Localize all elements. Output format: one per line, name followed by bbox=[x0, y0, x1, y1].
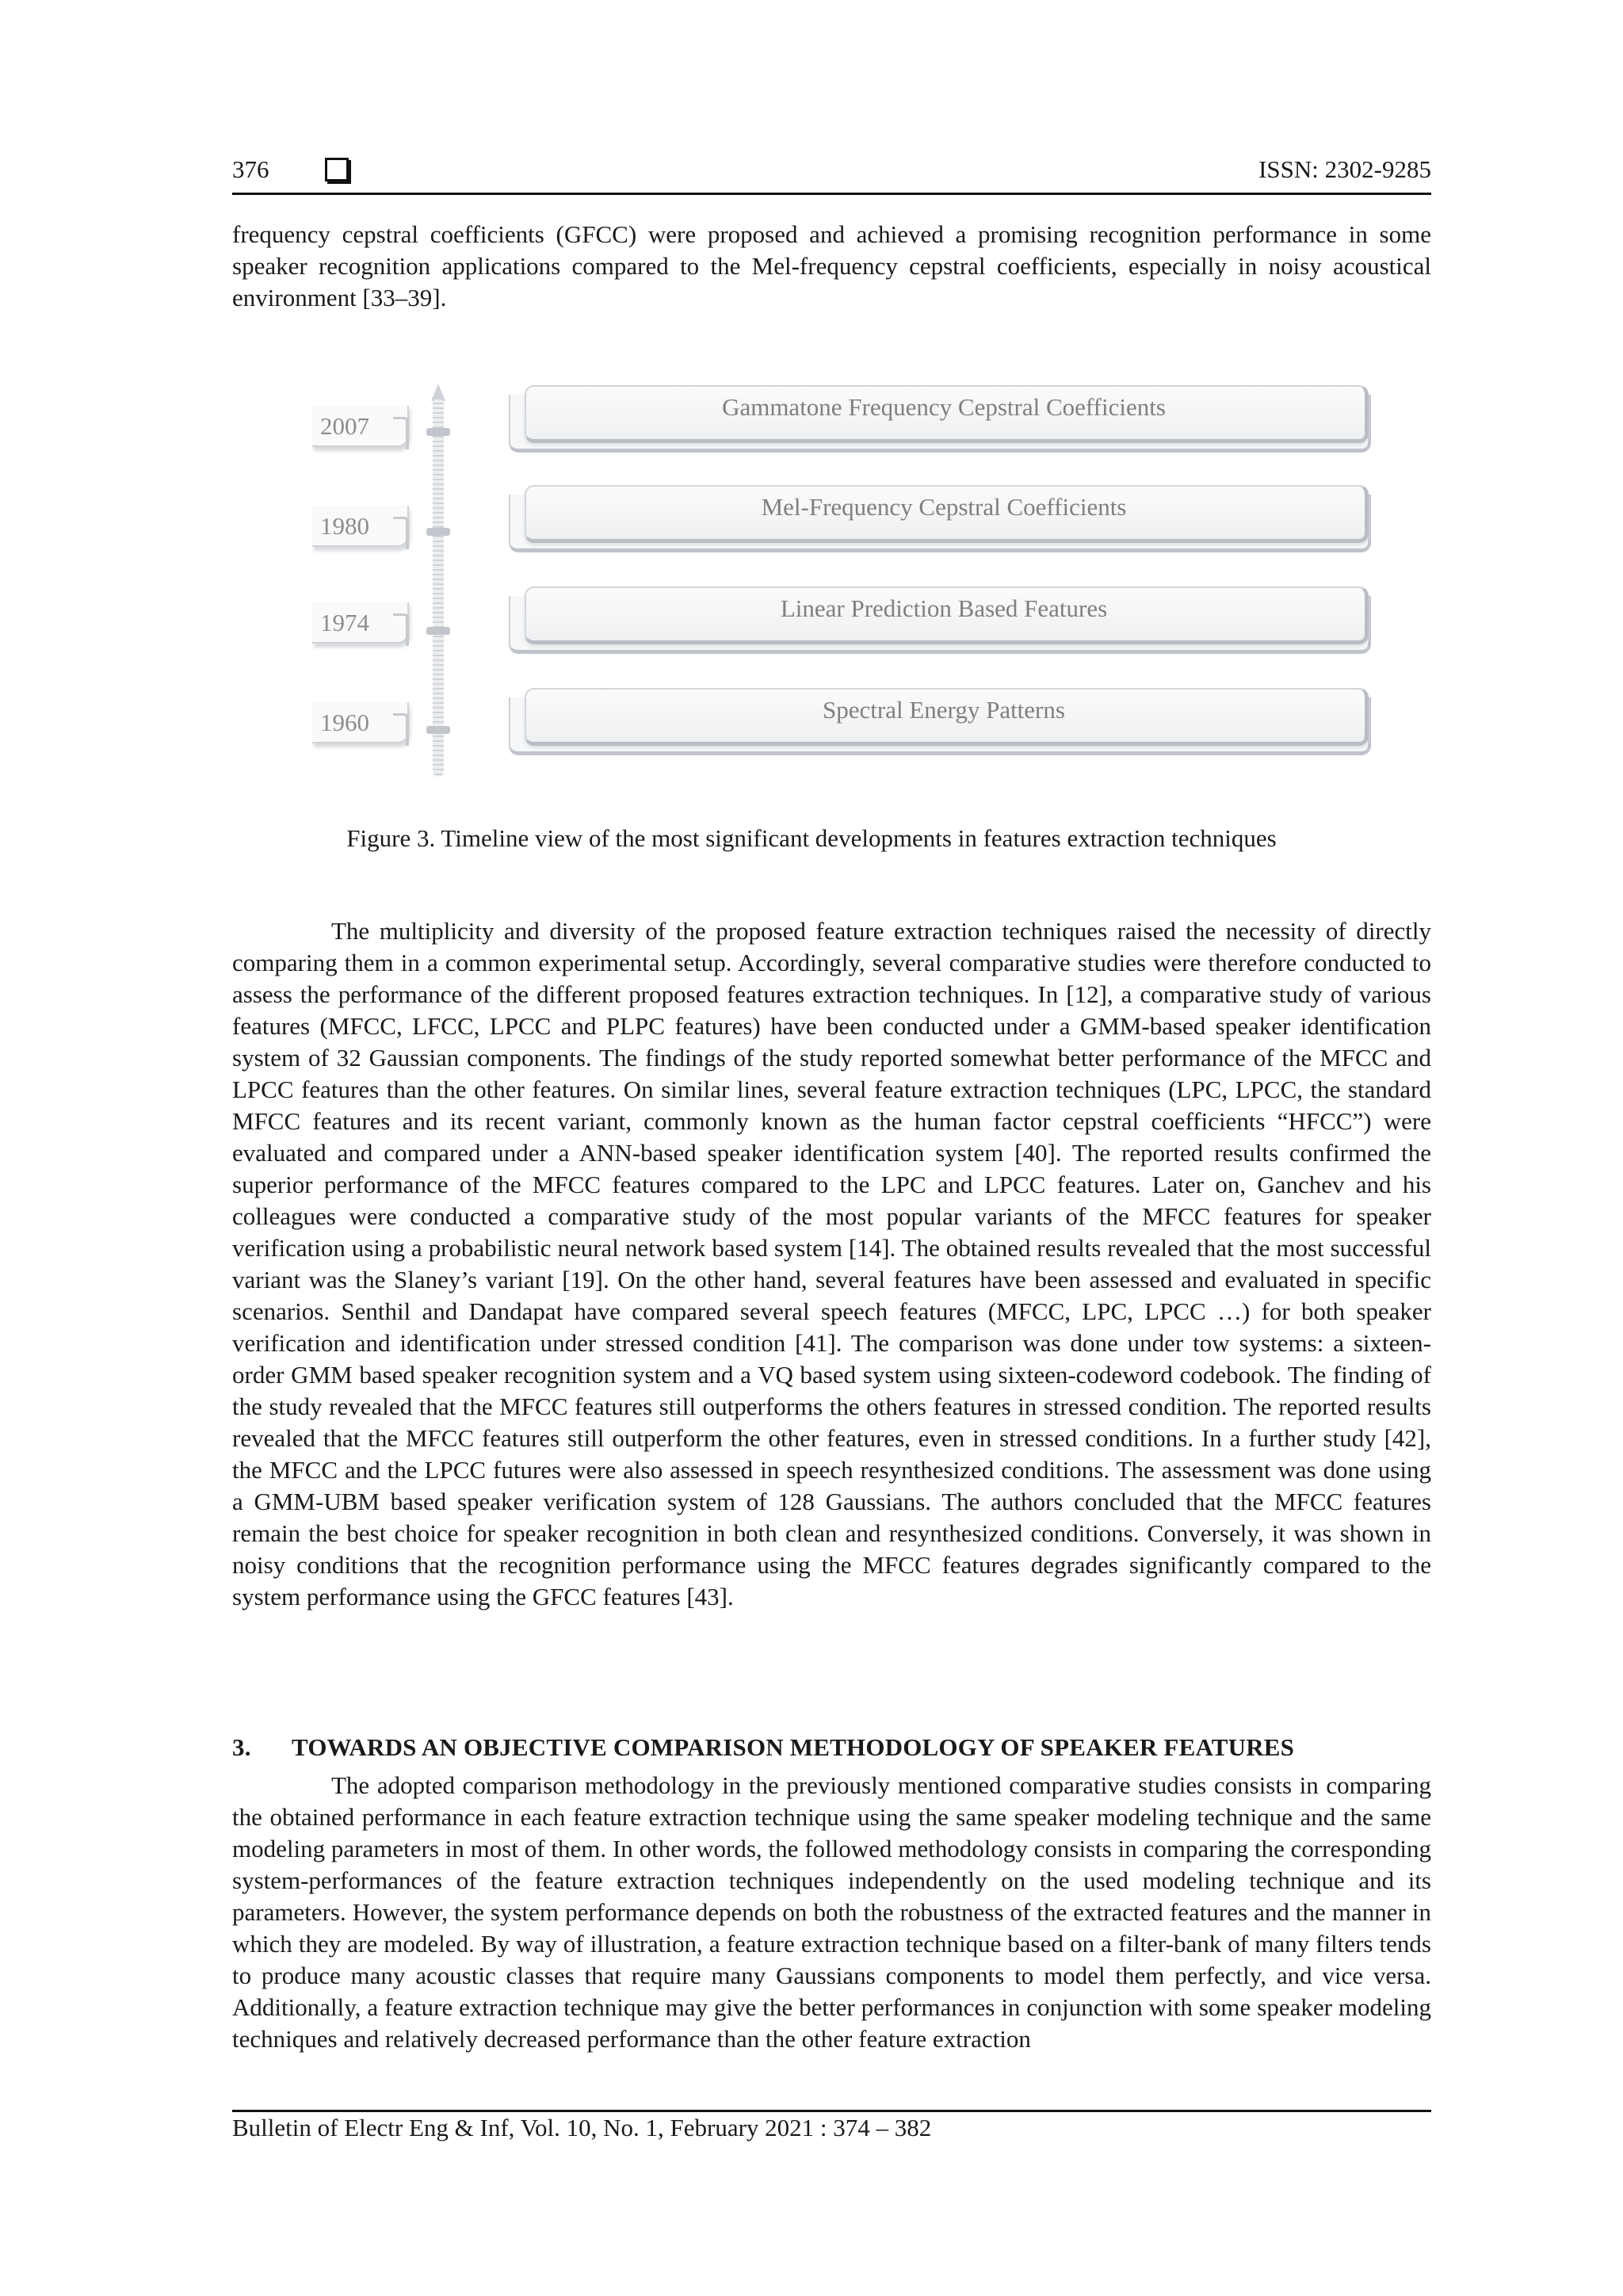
checkbox-square-icon bbox=[325, 158, 349, 181]
section-paragraph: The adopted comparison methodology in the previously mentioned comparative studies consists in comparing the obtained performance in each feature extraction technique using the same speaker modeling technique and the same modeling parameters in most of them. In other words, the followed methodology consists in comparing the corresponding system-performances of the feature extraction techniques independently on the used modeling technique and its parameters. However, the system performance depends on both the robustness of the extracted features and the manner in which they are modeled. By way of illustration, a feature extraction technique based on a filter-bank of many filters tends to produce many acoustic classes that require many Gaussians components to model them perfectly, and vice versa. Additionally, a feature extraction technique may give the better performances in conjunction with some speaker modeling techniques and relatively decreased performance than the other feature extraction bbox=[232, 1771, 1431, 2053]
timeline-year: 1980 bbox=[320, 512, 369, 540]
figure-caption: Figure 3. Timeline view of the most significant developments in features extraction techniques bbox=[346, 824, 1277, 852]
timeline-year-tab bbox=[312, 602, 409, 644]
bracket-shape bbox=[393, 713, 409, 746]
footer-rule bbox=[232, 2110, 1431, 2112]
timeline-tick bbox=[426, 627, 450, 635]
timeline-tick bbox=[426, 528, 450, 536]
timeline-year: 2007 bbox=[320, 412, 369, 440]
timeline-figure bbox=[301, 380, 1379, 793]
timeline-spine bbox=[433, 398, 444, 777]
timeline-item bbox=[509, 688, 1371, 751]
timeline-tick bbox=[426, 726, 450, 734]
timeline-tick bbox=[426, 428, 450, 436]
issn-label: ISSN: 2302-9285 bbox=[1258, 155, 1431, 183]
section-title: TOWARDS AN OBJECTIVE COMPARISON METHODOLOGY OF SPEAKER FEATURES bbox=[292, 1733, 1295, 1761]
timeline-year: 1974 bbox=[320, 609, 369, 636]
timeline-item-label: Spectral Energy Patterns bbox=[823, 696, 1065, 724]
intro-paragraph: frequency cepstral coefficients (GFCC) were proposed and achieved a promising recognition performance in some speaker recognition applications compared to the Mel-frequency cepstral coefficients, especially in noisy acoustical environment [33–39]. bbox=[232, 220, 1431, 311]
section-number: 3. bbox=[232, 1733, 251, 1761]
timeline-year-tab bbox=[312, 406, 409, 447]
timeline-item-label: Linear Prediction Based Features bbox=[780, 594, 1108, 622]
timeline-year-tab bbox=[312, 506, 409, 547]
page-number: 376 bbox=[232, 155, 269, 183]
bracket-shape bbox=[393, 517, 409, 549]
timeline-year: 1960 bbox=[320, 709, 369, 736]
bracket-shape bbox=[393, 613, 409, 646]
header-rule bbox=[232, 193, 1431, 195]
body-paragraph: The multiplicity and diversity of the proposed feature extraction techniques raised the necessity of directly comparing them in a common experimental setup. Accordingly, several comparative studies were therefore conducted to assess the performance of the different proposed features extraction techniques. In [12], a comparative study of various features (MFCC, LFCC, LPCC and PLPC features) have been conducted under a GMM-based speaker identification system of 32 Gaussian components. The findings of the study reported somewhat better performance of the MFCC and LPCC features than the other features. On similar lines, several feature extraction techniques (LPC, LPCC, the standard MFCC features and its recent variant, commonly known as the human factor cepstral coefficients “HFCC”) were evaluated and compared under a ANN-based speaker identification system [40]. The reported results confirmed the superior performance of the MFCC features compared to the LPC and LPCC features. Later on, Ganchev and his colleagues were conducted a comparative study of the most popular variants of the MFCC features for speaker verification using a probabilistic neural network based system [14]. The obtained results revealed that the most successful variant was the Slaney’s variant [19]. On the other hand, several features have been assessed and evaluated in specific scenarios. Senthil and Dandapat have compared several speech features (MFCC, LPC, LPCC …) for both speaker verification and identification under stressed condition [41]. The comparison was done under tow systems: a sixteen-order GMM based speaker recognition system and a VQ based system using sixteen-codeword codebook. The finding of the study revealed that the MFCC features still outperforms the others features in stressed condition. The reported results revealed that the MFCC features still outperform the other features, even in stressed conditions. In a further study [42], the MFCC and the LPCC futures were also assessed in speech resynthesized conditions. The assessment was done using a GMM-UBM based speaker verification system of 128 Gaussians. The authors concluded that the MFCC features remain the best choice for speaker recognition in both clean and resynthesized conditions. Conversely, it was shown in noisy conditions that the recognition performance using the MFCC features degrades significantly compared to the system performance using the GFCC features [43]. bbox=[232, 917, 1431, 1610]
timeline-year-tab bbox=[312, 702, 409, 743]
timeline-item bbox=[509, 485, 1371, 548]
section-heading bbox=[232, 1733, 1294, 1762]
timeline-item bbox=[509, 586, 1371, 650]
footer-citation: Bulletin of Electr Eng & Inf, Vol. 10, No. 1, February 2021 : 374 – 382 bbox=[232, 2114, 932, 2141]
bracket-shape bbox=[393, 417, 409, 449]
timeline-item-label: Mel-Frequency Cepstral Coefficients bbox=[761, 493, 1127, 521]
timeline-item-label: Gammatone Frequency Cepstral Coefficients bbox=[722, 393, 1166, 421]
timeline-item bbox=[509, 385, 1371, 449]
